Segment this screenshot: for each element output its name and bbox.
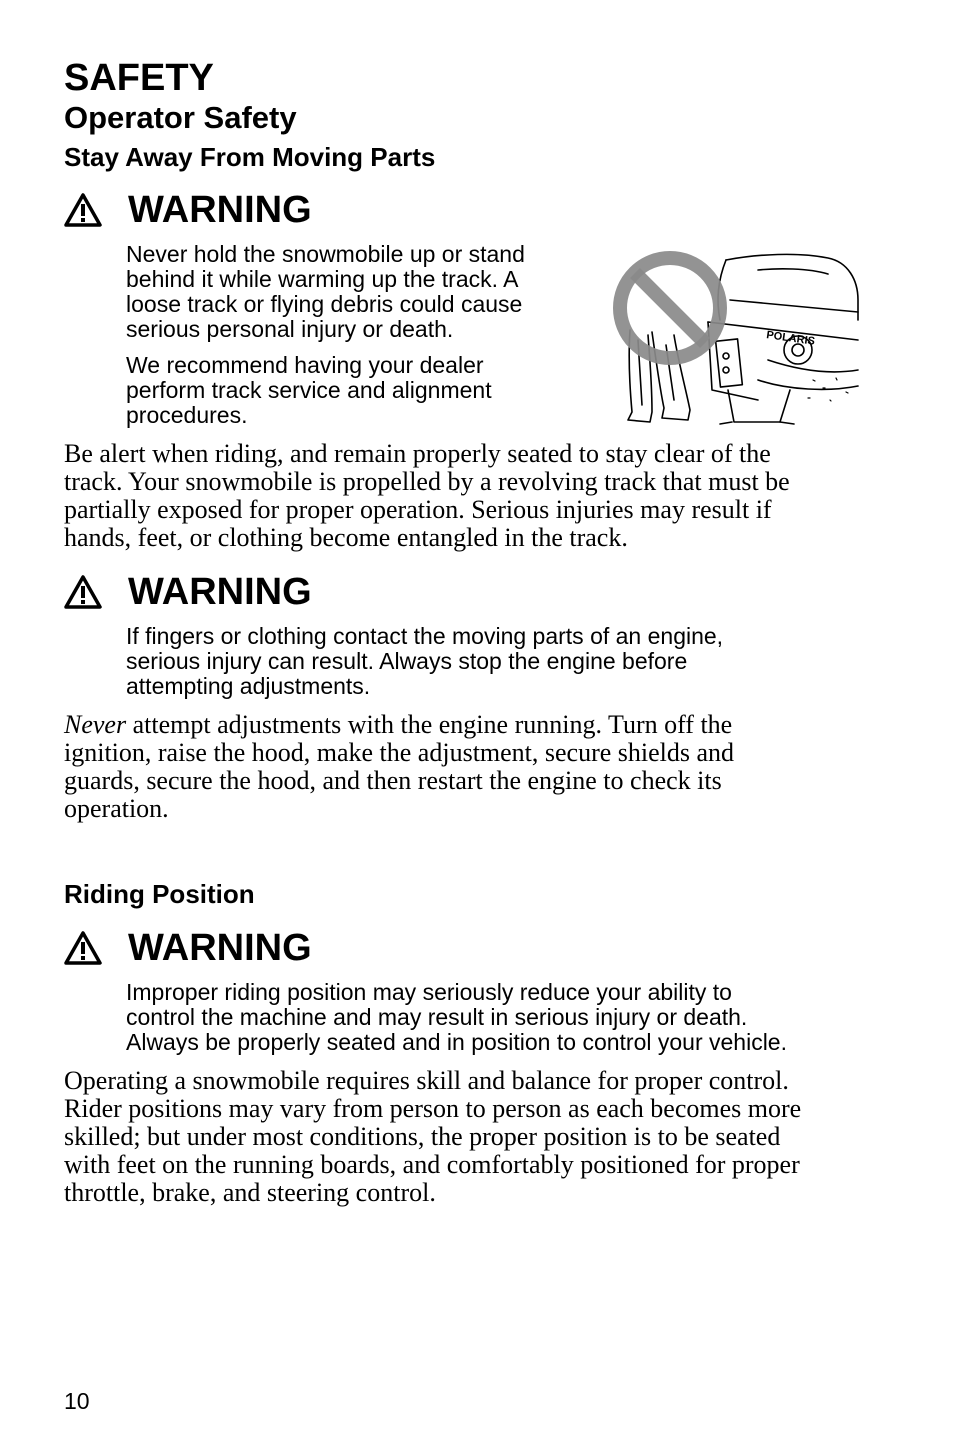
- brand-label: POLARIS: [765, 329, 816, 348]
- subsection-title: Operator Safety: [64, 100, 297, 135]
- warning-body-1: [126, 242, 596, 428]
- warning-triangle-icon: [64, 575, 102, 609]
- section-title: SAFETY: [64, 57, 214, 99]
- warning-header-2: [64, 570, 312, 614]
- page-number: 10: [64, 1388, 90, 1414]
- warning-triangle-icon: [64, 193, 102, 227]
- warning-text: Never hold the snowmobile up or stand behind it while warming up the track. A loose track or flying debris could cause serious personal injury or death.: [126, 241, 525, 342]
- warning-body-2: [126, 624, 886, 699]
- warning-text: Improper riding position may seriously reduce your ability to control the machine and may result in serious injury or death. Always be properly seated and in position to control your vehicle.: [126, 979, 787, 1055]
- track-paragraph: Be alert when riding, and remain properly seated to stay clear of the track. Your snowmobile is propelled by a revolving track that must be partially exposed for proper operation. Serious injuries may result if hands, feet, or clothing become entangled in the track.: [64, 439, 790, 552]
- warning-header-3: [64, 926, 312, 970]
- warning-text: If fingers or clothing contact the moving parts of an engine, serious injury can result. Always stop the engine before attempting adjustments.: [126, 623, 724, 699]
- riding-position-heading: Riding Position: [64, 879, 255, 909]
- warning-label: WARNING: [128, 189, 312, 231]
- emphasis-never: Never: [64, 710, 127, 739]
- warning-label: WARNING: [128, 927, 312, 969]
- warning-header-1: [64, 188, 312, 232]
- topic-title: Stay Away From Moving Parts: [64, 142, 436, 172]
- warning-body-3: [126, 980, 906, 1055]
- riding-paragraph: Operating a snowmobile requires skill and balance for proper control. Rider positions may vary from person to person as each becomes more skilled; but under most conditions, the proper position is to be seated with feet on the running boards, and comfortably positioned for proper throttle, brake, and steering control.: [64, 1066, 802, 1207]
- warning-label: WARNING: [128, 571, 312, 613]
- warning-text: We recommend having your dealer perform track service and alignment procedures.: [126, 352, 492, 428]
- adjustment-paragraph: Never attempt adjustments with the engine running. Turn off the ignition, raise the hood, make the adjustment, secure shields and guards, secure the hood, and then restart the engine to check its operation.: [64, 710, 735, 823]
- snowmobile-illustration: [608, 240, 860, 430]
- prohibition-icon: [620, 258, 720, 358]
- warning-triangle-icon: [64, 931, 102, 965]
